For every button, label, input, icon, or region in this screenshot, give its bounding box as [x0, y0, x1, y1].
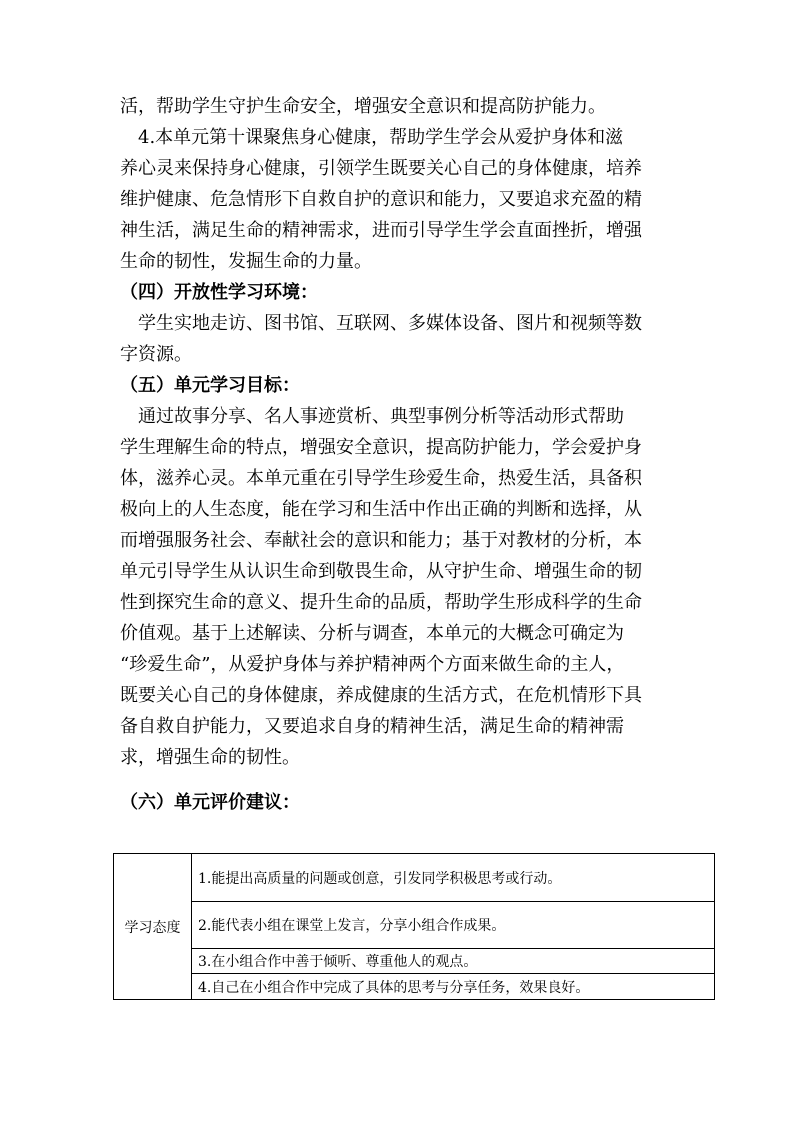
paragraph-line: 通过故事分享、名人事迹赏析、典型事例分析等活动形式帮助 — [120, 406, 624, 427]
section-heading-evaluation: （六）单元评价建议： — [120, 792, 300, 813]
table-row — [114, 854, 715, 902]
paragraph-line: 4.本单元第十课聚焦身心健康，帮助学生学会从爱护身体和滋 — [120, 127, 624, 148]
paragraph-line: “珍爱生命”，从爱护身体与养护精神两个方面来做生命的主人， — [120, 654, 625, 675]
paragraph-line: 极向上的人生态度，能在学习和生活中作出正确的判断和选择，从 — [120, 499, 642, 520]
paragraph-line: 性到探究生命的意义、提升生命的品质，帮助学生形成科学的生命 — [120, 592, 642, 613]
paragraph-line: 备自救自护能力，又要追求自身的精神生活，满足生命的精神需 — [120, 716, 624, 737]
table-cell: 2.能代表小组在课堂上发言，分享小组合作成果。 — [192, 902, 715, 949]
table-row — [114, 949, 715, 974]
paragraph-line: 既要关心自己的身体健康，养成健康的生活方式，在危机情形下具 — [120, 685, 642, 706]
paragraph-line: 单元引导学生从认识生命到敬畏生命，从守护生命、增强生命的韧 — [120, 561, 642, 582]
paragraph-line: 求，增强生命的韧性。 — [120, 747, 300, 768]
table-cell: 1.能提出高质量的问题或创意，引发同学积极思考或行动。 — [192, 854, 715, 902]
table-cell: 3.在小组合作中善于倾听、尊重他人的观点。 — [192, 949, 715, 974]
table-category-cell: 学习态度 — [114, 854, 192, 1000]
paragraph-line: 价值观。基于上述解读、分析与调查，本单元的大概念可确定为 — [120, 623, 624, 644]
table-cell: 4.自己在小组合作中完成了具体的思考与分享任务，效果良好。 — [192, 974, 715, 1000]
section-heading-objectives: （五）单元学习目标： — [120, 375, 300, 396]
paragraph-line: 学生实地走访、图书馆、互联网、多媒体设备、图片和视频等数 — [120, 313, 642, 334]
paragraph-line: 活，帮助学生守护生命安全，增强安全意识和提高防护能力。 — [120, 96, 606, 117]
table-row — [114, 902, 715, 949]
paragraph-line: 维护健康、危急情形下自救自护的意识和能力，又要追求充盈的精 — [120, 189, 642, 210]
paragraph-line: 学生理解生命的特点，增强安全意识，提高防护能力，学会爱护身 — [120, 437, 642, 458]
section-heading-environment: （四）开放性学习环境： — [120, 282, 318, 303]
paragraph-line: 字资源。 — [120, 344, 192, 365]
paragraph-line: 而增强服务社会、奉献社会的意识和能力；基于对教材的分析，本 — [120, 530, 642, 551]
paragraph-line: 神生活，满足生命的精神需求，进而引导学生学会直面挫折，增强 — [120, 220, 642, 241]
paragraph-line: 生命的韧性，发掘生命的力量。 — [120, 251, 372, 272]
table-row — [114, 974, 715, 1000]
evaluation-table — [113, 853, 715, 1000]
paragraph-line: 养心灵来保持身心健康，引领学生既要关心自己的身体健康，培养 — [120, 158, 642, 179]
paragraph-line: 体，滋养心灵。本单元重在引导学生珍爱生命，热爱生活，具备积 — [120, 468, 642, 489]
